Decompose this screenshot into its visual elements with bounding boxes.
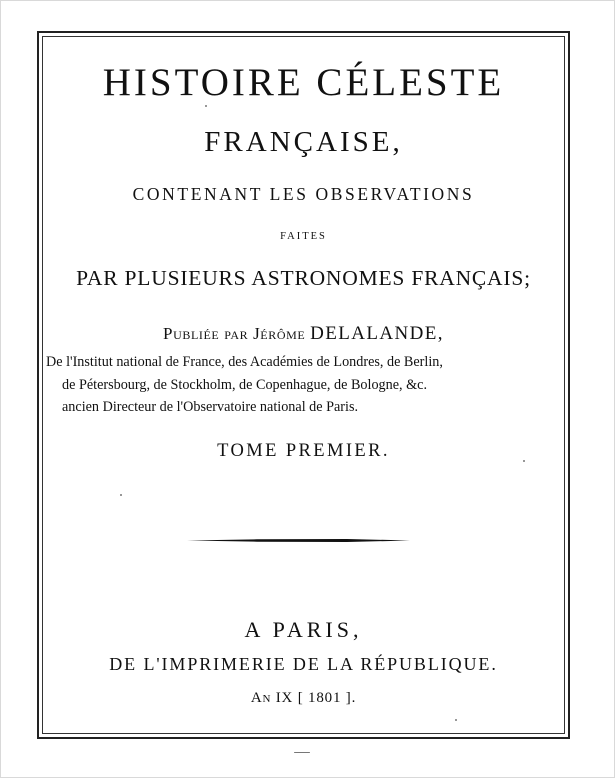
contents-line: CONTENANT LES OBSERVATIONS [132, 184, 475, 204]
book-subtitle: FRANÇAISE, [204, 126, 403, 158]
publisher-line [37, 323, 570, 345]
ink-speck [205, 105, 207, 107]
ink-speck [294, 752, 310, 753]
printer-line: DE L'IMPRIMERIE DE LA RÉPUBLIQUE. [109, 654, 498, 674]
faites-line: FAITES [280, 231, 327, 242]
book-title: HISTOIRE CÉLESTE [102, 61, 505, 104]
publication-date: An IX [ 1801 ]. [250, 690, 357, 706]
affiliation-line-3: ancien Directeur de l'Observatoire national de Paris. [62, 399, 359, 415]
place-of-publication: A PARIS, [244, 617, 363, 642]
ink-speck [523, 460, 525, 462]
volume-label: TOME PREMIER. [217, 441, 390, 461]
decorative-rule [187, 539, 410, 542]
affiliation-line-2: de Pétersbourg, de Stockholm, de Copenhague, de Bologne, &c. [62, 377, 427, 393]
ink-speck [455, 719, 457, 721]
published-by-label: Publiée par Jérôme [163, 324, 306, 343]
ink-speck [120, 494, 122, 496]
authors-line: PAR PLUSIEURS ASTRONOMES FRANÇAIS; [76, 266, 531, 290]
affiliation-line-1: De l'Institut national de France, des Académies de Londres, de Berlin, [46, 354, 443, 370]
author-name: DELALANDE, [310, 323, 444, 344]
